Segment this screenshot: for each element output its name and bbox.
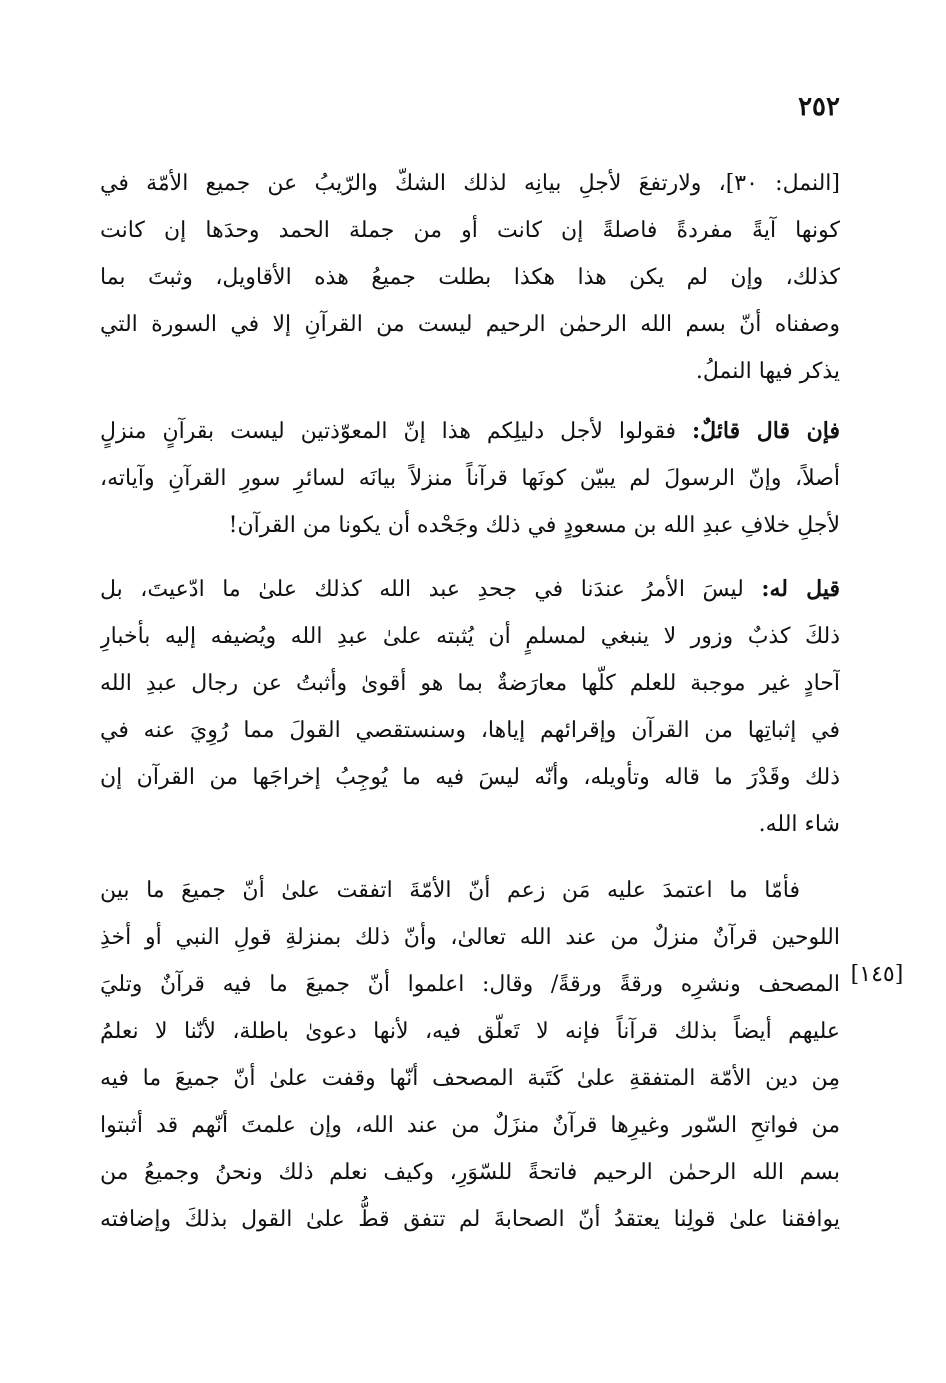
text-line: المصحف ونشرِه ورقةً ورقةً/ وقال: اعلموا أنّ جميعَ ما فيه قرآنٌ وتليَ [100, 972, 840, 997]
text-line: وصفناه أنّ بسم الله الرحمٰن الرحيم ليست من القرآنِ إلا في السورة التي [100, 312, 840, 337]
paragraph-lead: قيل له: [761, 576, 840, 602]
text-line: بسم الله الرحمٰن الرحيم فاتحةً للسّوَرِ، وكيف نعلم ذلك ونحنُ وجميعُ من [100, 1160, 840, 1185]
text-line: من فواتحِ السّور وغيرِها قرآنٌ منزَلٌ من عند الله، وإن علمتَ أنّهم قد أثبتوا [100, 1113, 840, 1138]
text-line-with-lead [100, 566, 840, 613]
text-line: آحادٍ غير موجبة للعلم كلّها معارَضةٌ بما هو أقوىٰ وأثبتُ عن رجال عبدِ الله [100, 671, 840, 696]
text-line-body: ليسَ الأمرُ عندَنا في جحدِ عبد الله كذلك علىٰ ما ادّعيتَ، بل [100, 577, 744, 602]
text-line: شاء الله. [758, 812, 840, 837]
text-line: يوافقنا علىٰ قولِنا يعتقدُ أنّ الصحابةَ لم تتفق قطُّ علىٰ القول بذلكَ وإضافته [100, 1207, 840, 1232]
page-number: ٢٥٢ [798, 92, 840, 122]
paragraph-1 [100, 160, 840, 395]
text-line: مِن دين الأمّة المتفقةِ علىٰ كَتَبة المصحف أنّها وقفت علىٰ أنّ جميعَ ما فيه [100, 1066, 840, 1091]
text-line: يذكر فيها النملُ. [695, 359, 840, 384]
paragraph-lead: فإن قال قائلٌ: [692, 418, 840, 444]
text-line: كذلك، وإن لم يكن هذا هكذا بطلت جميعُ هذه الأقاويل، وثبتَ بما [100, 265, 840, 290]
paragraph-4 [100, 867, 840, 1243]
text-line: أصلاً، وإنّ الرسولَ لم يبيّن كونَها قرآناً منزلاً بيانَه لسائرِ سورِ القرآنِ وآياته، [100, 466, 840, 491]
text-line: اللوحين قرآنٌ منزلٌ من عند الله تعالىٰ، وأنّ ذلك بمنزلةِ قولِ النبي أو أخذِ [100, 925, 840, 950]
text-line: ذلك وقَدْرَ ما قاله وتأويله، وأنّه ليسَ فيه ما يُوجِبُ إخراجَها من القرآن إن [100, 765, 840, 790]
text-line: في إثباتِها من القرآن وإقرائهم إياها، وسنستقصي القولَ مما رُوِيَ عنه في [100, 718, 840, 743]
paragraph-2 [100, 408, 840, 549]
text-line: عليهم أيضاً بذلك قرآناً فإنه لا تَعلّق فيه، لأنها دعوىٰ باطلة، لأنّنا لا نعلمُ [100, 1019, 840, 1044]
text-line: ذلكَ كذبٌ وزور لا ينبغي لمسلمٍ أن يُثبته علىٰ عبدِ الله ويُضيفه إليه بأخبارِ [100, 624, 840, 649]
text-line: كونها آيةً مفردةً فاصلةً إن كانت أو من جملة الحمد وحدَها إن كانت [100, 218, 840, 243]
paragraph-3 [100, 566, 840, 848]
text-line: [النمل: ٣٠]، ولارتفعَ لأجلِ بيانِه لذلك الشكّ والرّيبُ عن جميع الأمّة في [100, 171, 840, 196]
text-line: فأمّا ما اعتمدَ عليه مَن زعم أنّ الأمّةَ اتفقت علىٰ أنّ جميعَ ما بين [100, 878, 800, 903]
text-line: لأجلِ خلافِ عبدِ الله بن مسعودٍ في ذلك وجَحْده أن يكونا من القرآن! [228, 513, 840, 538]
text-line-with-lead [100, 408, 840, 455]
margin-folio-note: [١٤٥] [850, 962, 904, 987]
text-line-body: فقولوا لأجل دليلِكم هذا إنّ المعوّذتين ليست بقرآنٍ منزلٍ [100, 419, 677, 444]
